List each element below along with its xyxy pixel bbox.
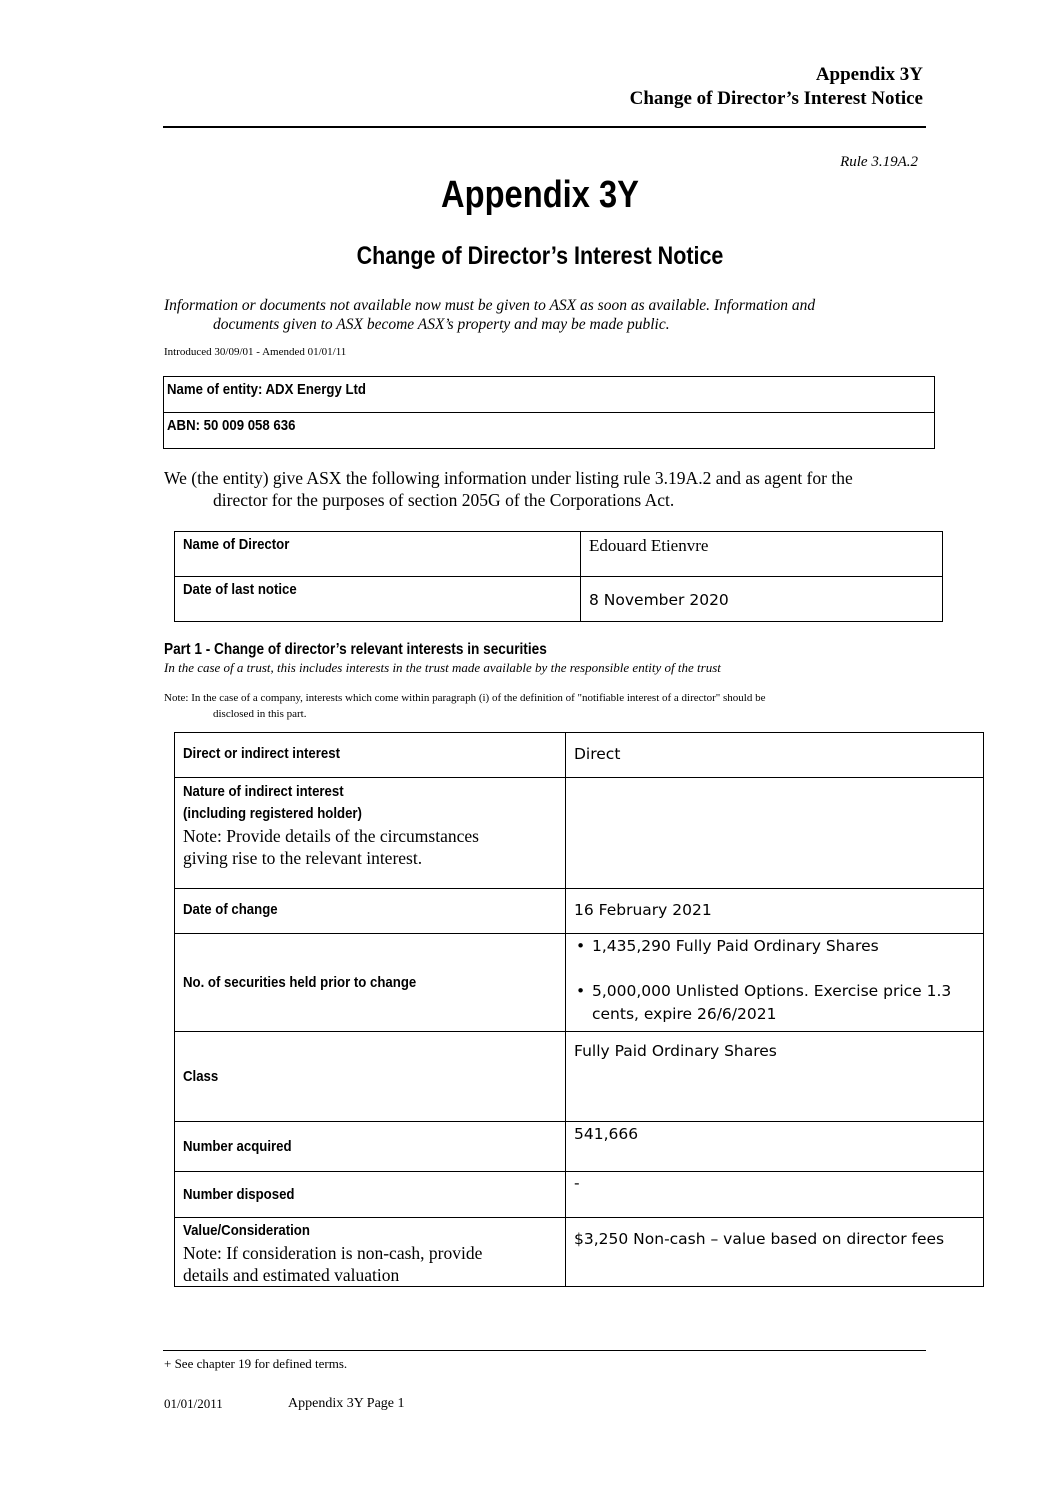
- introduced-date: Introduced 30/09/01 - Amended 01/01/11: [164, 346, 347, 358]
- prior-label: No. of securities held prior to change: [183, 973, 417, 991]
- footer-defined-terms: + See chapter 19 for defined terms.: [164, 1356, 348, 1371]
- table-row: [175, 934, 984, 1032]
- table-row: [175, 1122, 984, 1172]
- table-row: [175, 889, 984, 934]
- value-value-cell: [566, 1218, 984, 1287]
- part1-subheading: In the case of a trust, this includes interests in the trust made available by the responsible entity of the trust: [164, 660, 721, 675]
- prior-item-1: 1,435,290 Fully Paid Ordinary Shares: [592, 937, 879, 955]
- date-change-value-cell: [566, 889, 984, 934]
- acquired-label-cell: [175, 1122, 566, 1172]
- acquired-label: Number acquired: [183, 1138, 292, 1155]
- interest-label-cell: [175, 733, 566, 778]
- acquired-value: 541,666: [574, 1125, 639, 1143]
- list-item: [574, 937, 975, 955]
- last-notice-value: 8 November 2020: [589, 591, 729, 609]
- part1-heading-wrap: [164, 641, 599, 659]
- statement-line-1: We (the entity) give ASX the following information under listing rule 3.19A.2 and as agent for the: [164, 468, 853, 488]
- part1-table: [174, 732, 984, 1287]
- class-label: Class: [183, 1067, 219, 1085]
- list-item: [574, 980, 975, 1026]
- acquired-value-cell: [566, 1122, 984, 1172]
- last-notice-label: Date of last notice: [183, 581, 297, 598]
- director-name-label-cell: [175, 532, 581, 577]
- disposed-label-cell: [175, 1172, 566, 1218]
- prior-label-cell: [175, 934, 566, 1032]
- prior-holdings-list: [574, 937, 975, 1026]
- intro-line-2: documents given to ASX become ASX’s property and may be made public.: [213, 316, 670, 333]
- date-change-value: 16 February 2021: [574, 901, 712, 919]
- value-label: Value/Consideration: [183, 1222, 310, 1239]
- disposed-value-cell: [566, 1172, 984, 1218]
- table-row: [175, 1032, 984, 1122]
- nature-value-cell: [566, 778, 984, 889]
- footer-rule: [163, 1350, 926, 1351]
- value-value: $3,250 Non-cash – value based on director fees: [574, 1230, 945, 1248]
- class-value: Fully Paid Ordinary Shares: [574, 1042, 777, 1060]
- value-note-2: details and estimated valuation: [183, 1265, 400, 1285]
- page-subtitle: Change of Director’s Interest Notice: [356, 242, 724, 270]
- bullet-icon: •: [576, 982, 586, 1000]
- nature-label-cell: [175, 778, 566, 889]
- entity-abn-label: ABN: 50 009 058 636: [167, 417, 296, 434]
- running-header-title: Appendix 3Y: [815, 64, 923, 85]
- part1-heading: Part 1 - Change of director’s relevant interests in securities: [164, 641, 547, 658]
- entity-name-cell: [164, 377, 935, 413]
- director-name-value: Edouard Etienvre: [589, 536, 709, 555]
- last-notice-label-cell: [175, 577, 581, 622]
- running-header-subtitle: Change of Director’s Interest Notice: [629, 88, 923, 109]
- header-rule: [163, 126, 926, 128]
- page-title: Appendix 3Y: [441, 174, 639, 216]
- disposed-value: -: [574, 1174, 580, 1192]
- entity-name-label: Name of entity: ADX Energy Ltd: [167, 381, 367, 398]
- nature-note-1: Note: Provide details of the circumstances: [183, 826, 479, 846]
- last-notice-value-cell: [581, 577, 943, 622]
- disposed-label: Number disposed: [183, 1186, 295, 1203]
- bullet-icon: •: [576, 937, 586, 955]
- director-name-value-cell: [581, 532, 943, 577]
- entity-table: [163, 376, 935, 449]
- interest-label: Direct or indirect interest: [183, 745, 340, 762]
- table-row: [175, 1218, 984, 1287]
- prior-item-2a: 5,000,000 Unlisted Options. Exercise price 1.3: [592, 982, 952, 1000]
- prior-item-2b: cents, expire 26/6/2021: [592, 1005, 777, 1023]
- interest-value-cell: [566, 733, 984, 778]
- class-label-cell: [175, 1032, 566, 1122]
- prior-value-cell: [566, 934, 984, 1032]
- entity-abn-cell: [164, 413, 935, 449]
- footer-date: 01/01/2011: [164, 1396, 223, 1411]
- class-value-cell: [566, 1032, 984, 1122]
- value-note-1: Note: If consideration is non-cash, provide: [183, 1243, 483, 1263]
- table-row: [175, 1172, 984, 1218]
- table-row: [175, 778, 984, 889]
- part1-note-line-1: Note: In the case of a company, interests which come within paragraph (i) of the definition of "notifiable interest of a director" should be: [164, 692, 766, 704]
- interest-value: Direct: [574, 745, 621, 763]
- nature-label-1: Nature of indirect interest: [183, 783, 344, 800]
- date-change-label-cell: [175, 889, 566, 934]
- rule-reference: Rule 3.19A.2: [840, 154, 918, 170]
- nature-label-2: (including registered holder): [183, 805, 362, 822]
- table-row: [175, 733, 984, 778]
- director-table: [174, 531, 943, 622]
- statement-line-2: director for the purposes of section 205G of the Corporations Act.: [213, 490, 675, 510]
- part1-note-line-2: disclosed in this part.: [213, 708, 307, 720]
- value-label-cell: [175, 1218, 566, 1287]
- nature-note-2: giving rise to the relevant interest.: [183, 848, 423, 868]
- footer-page-number: Appendix 3Y Page 1: [288, 1396, 405, 1411]
- intro-line-1: Information or documents not available now must be given to ASX as soon as available. Information and: [164, 297, 816, 314]
- date-change-label: Date of change: [183, 901, 278, 918]
- director-name-label: Name of Director: [183, 536, 290, 553]
